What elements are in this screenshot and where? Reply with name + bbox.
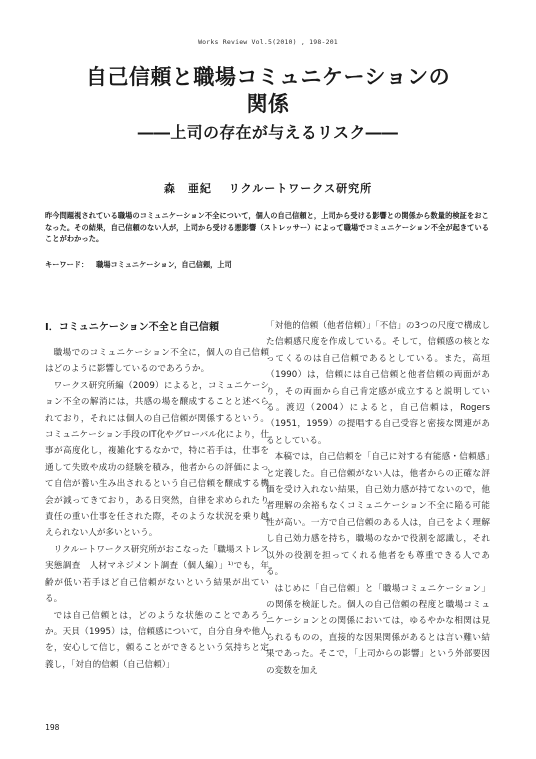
title-line-2: 関係 [246,92,290,116]
left-paragraphs [45,345,269,673]
body-paragraph: 本稿では，自己信頼を「自己に対する有能感・信頼感」と定義した。自己信頼がない人は，他者からの正確な評価を受け入れない結果，自己効力感が持てないので，他者理解の余裕もなくコミュニケーション不全に陥る可能性が高い。一方で自己信頼のある人は，自己をよく理解し自己効力感を持ち，職場のなかで役割を認識し，それ以外の役割を担ってくれる他者をも尊重できる人である。 [266,452,490,578]
paper-title [40,64,496,118]
journal-header: Works Review Vol.5(2010) , 198-201 [198,38,338,46]
author-line [0,180,536,196]
section-heading: I．コミュニケーション不全と自己信頼 [45,322,220,333]
page-number: 198 [45,723,60,732]
body-column-right [266,318,490,679]
author-name: 森 亜紀 [163,182,212,195]
keywords [45,260,491,270]
body-paragraph: リクルートワークス研究所がおこなった「職場ストレス実態調査 人材マネジメント調査（個人編）」¹⁾でも，年齢が低い若手ほど自己信頼がないという結果が出ている。 [45,544,269,605]
keywords-value: 職場コミュニケーション，自己信頼，上司 [96,260,232,269]
body-column-left [45,318,269,673]
body-paragraph: では自己信頼とは，どのような状態のことであろうか。天貝（1995）は，信頼感について，自分自身や他人を，安心して信じ，頼ることができるという気持ちと定義し，「対自的信頼（自己信頼）」 [45,610,269,670]
body-paragraph: ワークス研究所編（2009）によると，コミュニケーション不全の解消には，共感の場を醸成することと述べられており，それには個人の自己信頼が関係するという。コミュニケーション手段のIT化やグローバル化により，仕事が高度化し，複雑化するなかで，特に若手は，仕事を通して失敗や成功の経験を積み，他者からの評価によって自信が養い生み出されるという自己信頼を醸成する機会が減ってきており，ある日突然，自律を求められたり責任の重い仕事を任された際，そのような状況を乗り越えられない人が多いという。 [45,380,269,539]
keywords-label: キーワード： [45,260,89,269]
title-line-1: 自己信頼と職場コミュニケーションの [85,65,451,89]
body-paragraph: はじめに「自己信頼」と「職場コミュニケーション」の関係を検証した。個人の自己信頼の程度と職場コミュニケーションとの関係においては，ゆるやかな相関は見られるものの，直接的な因果関係があるとは言い難い結果であった。そこで，「上司からの影響」という外部要因の変数を加え [266,583,490,676]
body-paragraph: 「対他的信頼（他者信頼）」「不信」の3つの尺度で構成した信頼感尺度を作成している。そして，信頼感の核となってくるのは自己信頼であるとしている。また，高垣（1990）は，信頼には自己信頼と他者信頼の両面があり，その両面から自己肯定感が成立すると説明している。渡辺（2004）によると，自己信頼は，Rogers（1951，1959）の提唱する自己受容と密接な関連があるとしている。 [266,321,490,446]
body-paragraph: 職場でのコミュニケーション不全に，個人の自己信頼はどのように影響しているのであろうか。 [45,348,269,375]
right-paragraphs [266,318,490,679]
paper-subtitle: ――上司の存在が与えるリスク―― [137,123,399,142]
author-affiliation: リクルートワークス研究所 [228,182,373,195]
abstract: 昨今問題視されている職場のコミュニケーション不全について，個人の自己信頼と，上司から受ける影響との関係から数量的検証をおこなった。その結果，自己信頼のない人が，上司から受ける悪影響（ストレッサー）によって職場でコミュニケーション不全が起きていることがわかった。 [45,211,490,243]
